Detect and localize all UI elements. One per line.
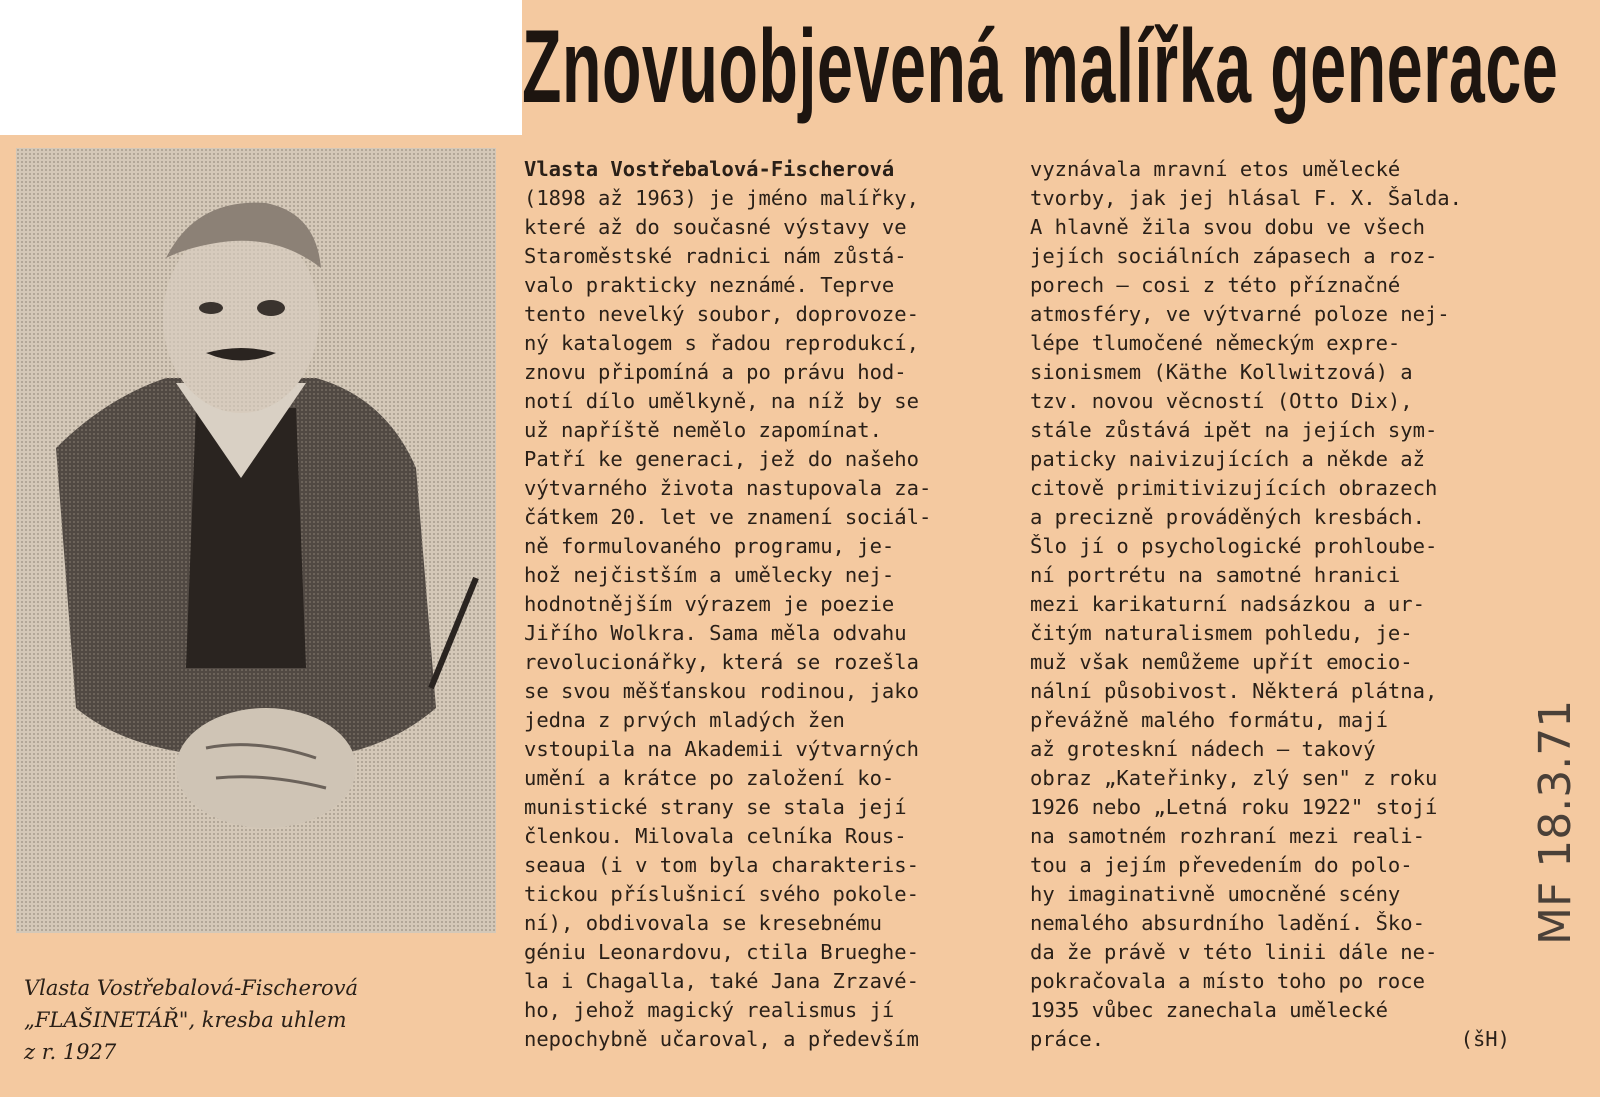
text-line: atmosféry, ve výtvarné poloze nej- <box>1030 302 1450 326</box>
text-line: A hlavně žila svou dobu ve všech <box>1030 215 1425 239</box>
text-line: citově primitivizujících obrazech <box>1030 476 1438 500</box>
text-line: sionismem (Käthe Kollwitzová) a <box>1030 360 1413 384</box>
caption-line: z r. 1927 <box>24 1040 117 1064</box>
text-line: la i Chagalla, také Jana Zrzavé- <box>524 969 919 993</box>
text-line: 1935 vůbec zanechala umělecké <box>1030 998 1388 1022</box>
text-line: Jiřího Wolkra. Sama měla odvahu <box>524 621 907 645</box>
text-line: vstoupila na Akademii výtvarných <box>524 737 919 761</box>
text-line: seaua (i v tom byla charakteris- <box>524 853 919 877</box>
text-line: čitým naturalismem pohledu, je- <box>1030 621 1413 645</box>
text-line: čátkem 20. let ve znamení sociál- <box>524 505 932 529</box>
text-line: znovu připomíná a po právu hod- <box>524 360 907 384</box>
text-line: práce. <box>1030 1027 1105 1051</box>
article-column-2 <box>1030 155 1510 1054</box>
text-line: ný katalogem s řadou reprodukcí, <box>524 331 919 355</box>
text-line: revolucionářky, která se rozešla <box>524 650 919 674</box>
text-line: lépe tlumočené německým expre- <box>1030 331 1401 355</box>
text-line: 1926 nebo „Letná roku 1922" stojí <box>1030 795 1438 819</box>
caption-line: „FLAŠINETÁŘ", kresba uhlem <box>24 1008 347 1032</box>
text-line: porech — cosi z této příznačné <box>1030 273 1401 297</box>
text-line: obraz „Kateřinky, zlý sen" z roku <box>1030 766 1438 790</box>
text-line: ně formulovaného programu, je- <box>524 534 895 558</box>
text-line: hož nejčistším a umělecky nej- <box>524 563 895 587</box>
text-line: ní portrétu na samotné hranici <box>1030 563 1401 587</box>
text-line: géniu Leonardovu, ctila Brueghe- <box>524 940 919 964</box>
article-column-1 <box>524 155 1004 1054</box>
text-line: (1898 až 1963) je jméno malířky, <box>524 186 919 210</box>
text-line: a precizně prováděných kresbách. <box>1030 505 1425 529</box>
text-line: muž však nemůžeme upřít emocio- <box>1030 650 1413 674</box>
text-line: které až do současné výstavy ve <box>524 215 907 239</box>
text-line: tvorby, jak jej hlásal F. X. Šalda. <box>1030 186 1462 210</box>
text-line: jedna z prvých mladých žen <box>524 708 845 732</box>
text-line: hodnotnějším výrazem je poezie <box>524 592 895 616</box>
text-line: Patří ke generaci, jež do našeho <box>524 447 919 471</box>
text-line: valo prakticky neznámé. Teprve <box>524 273 895 297</box>
author-signature: (šH) <box>1460 1027 1510 1051</box>
text-line: na samotném rozhraní mezi reali- <box>1030 824 1425 848</box>
text-line: tento nevelký soubor, doprovoze- <box>524 302 919 326</box>
text-line: Staroměstské radnici nám zůstá- <box>524 244 907 268</box>
portrait-illustration <box>16 148 496 933</box>
text-line: nální působivost. Některá plátna, <box>1030 679 1438 703</box>
text-line: nemalého absurdního ladění. Ško- <box>1030 911 1425 935</box>
handwritten-note-text: MF 18.3.71 <box>1530 699 1581 945</box>
text-line: výtvarného života nastupovala za- <box>524 476 932 500</box>
text-line: umění a krátce po založení ko- <box>524 766 895 790</box>
text-line: tou a jejím převedením do polo- <box>1030 853 1413 877</box>
text-line: paticky naivizujících a někde až <box>1030 447 1425 471</box>
text-line: ní), obdivovala se kresebnému <box>524 911 882 935</box>
portrait-drawing <box>16 148 496 933</box>
text-line: až groteskní nádech — takový <box>1030 737 1376 761</box>
text-line: notí dílo umělkyně, na níž by se <box>524 389 919 413</box>
text-line: se svou měšťanskou rodinou, jako <box>524 679 919 703</box>
text-line: vyznávala mravní etos umělecké <box>1030 157 1401 181</box>
photo-caption <box>24 972 504 1068</box>
text-line: ho, jehož magický realismus jí <box>524 998 895 1022</box>
article-headline: Znovuobjevená malířka generace <box>522 9 1559 125</box>
text-line: munistické strany se stala její <box>524 795 907 819</box>
caption-line: Vlasta Vostřebalová-Fischerová <box>24 976 359 1000</box>
text-line: hy imaginativně umocněné scény <box>1030 882 1401 906</box>
text-line: Vlasta Vostřebalová-Fischerová <box>524 157 895 181</box>
final-line <box>1030 1025 1510 1054</box>
text-line: nepochybně učaroval, a především <box>524 1027 919 1051</box>
text-line: tickou příslušnicí svého pokole- <box>524 882 919 906</box>
handwritten-date-note <box>1528 620 1588 950</box>
text-line: da že právě v této linii dále ne- <box>1030 940 1438 964</box>
text-line: jejích sociálních zápasech a roz- <box>1030 244 1438 268</box>
text-line: Šlo jí o psychologické prohloube- <box>1030 534 1438 558</box>
text-line: pokračovala a místo toho po roce <box>1030 969 1425 993</box>
text-line: převážně malého formátu, mají <box>1030 708 1388 732</box>
text-line: stále zůstává ipět na jejích sym- <box>1030 418 1438 442</box>
text-line: mezi karikaturní nadsázkou a ur- <box>1030 592 1425 616</box>
scan-background <box>0 0 522 135</box>
text-line: tzv. novou věcností (Otto Dix), <box>1030 389 1413 413</box>
text-line: už napříště nemělo zapomínat. <box>524 418 882 442</box>
text-line: členkou. Milovala celníka Rous- <box>524 824 907 848</box>
